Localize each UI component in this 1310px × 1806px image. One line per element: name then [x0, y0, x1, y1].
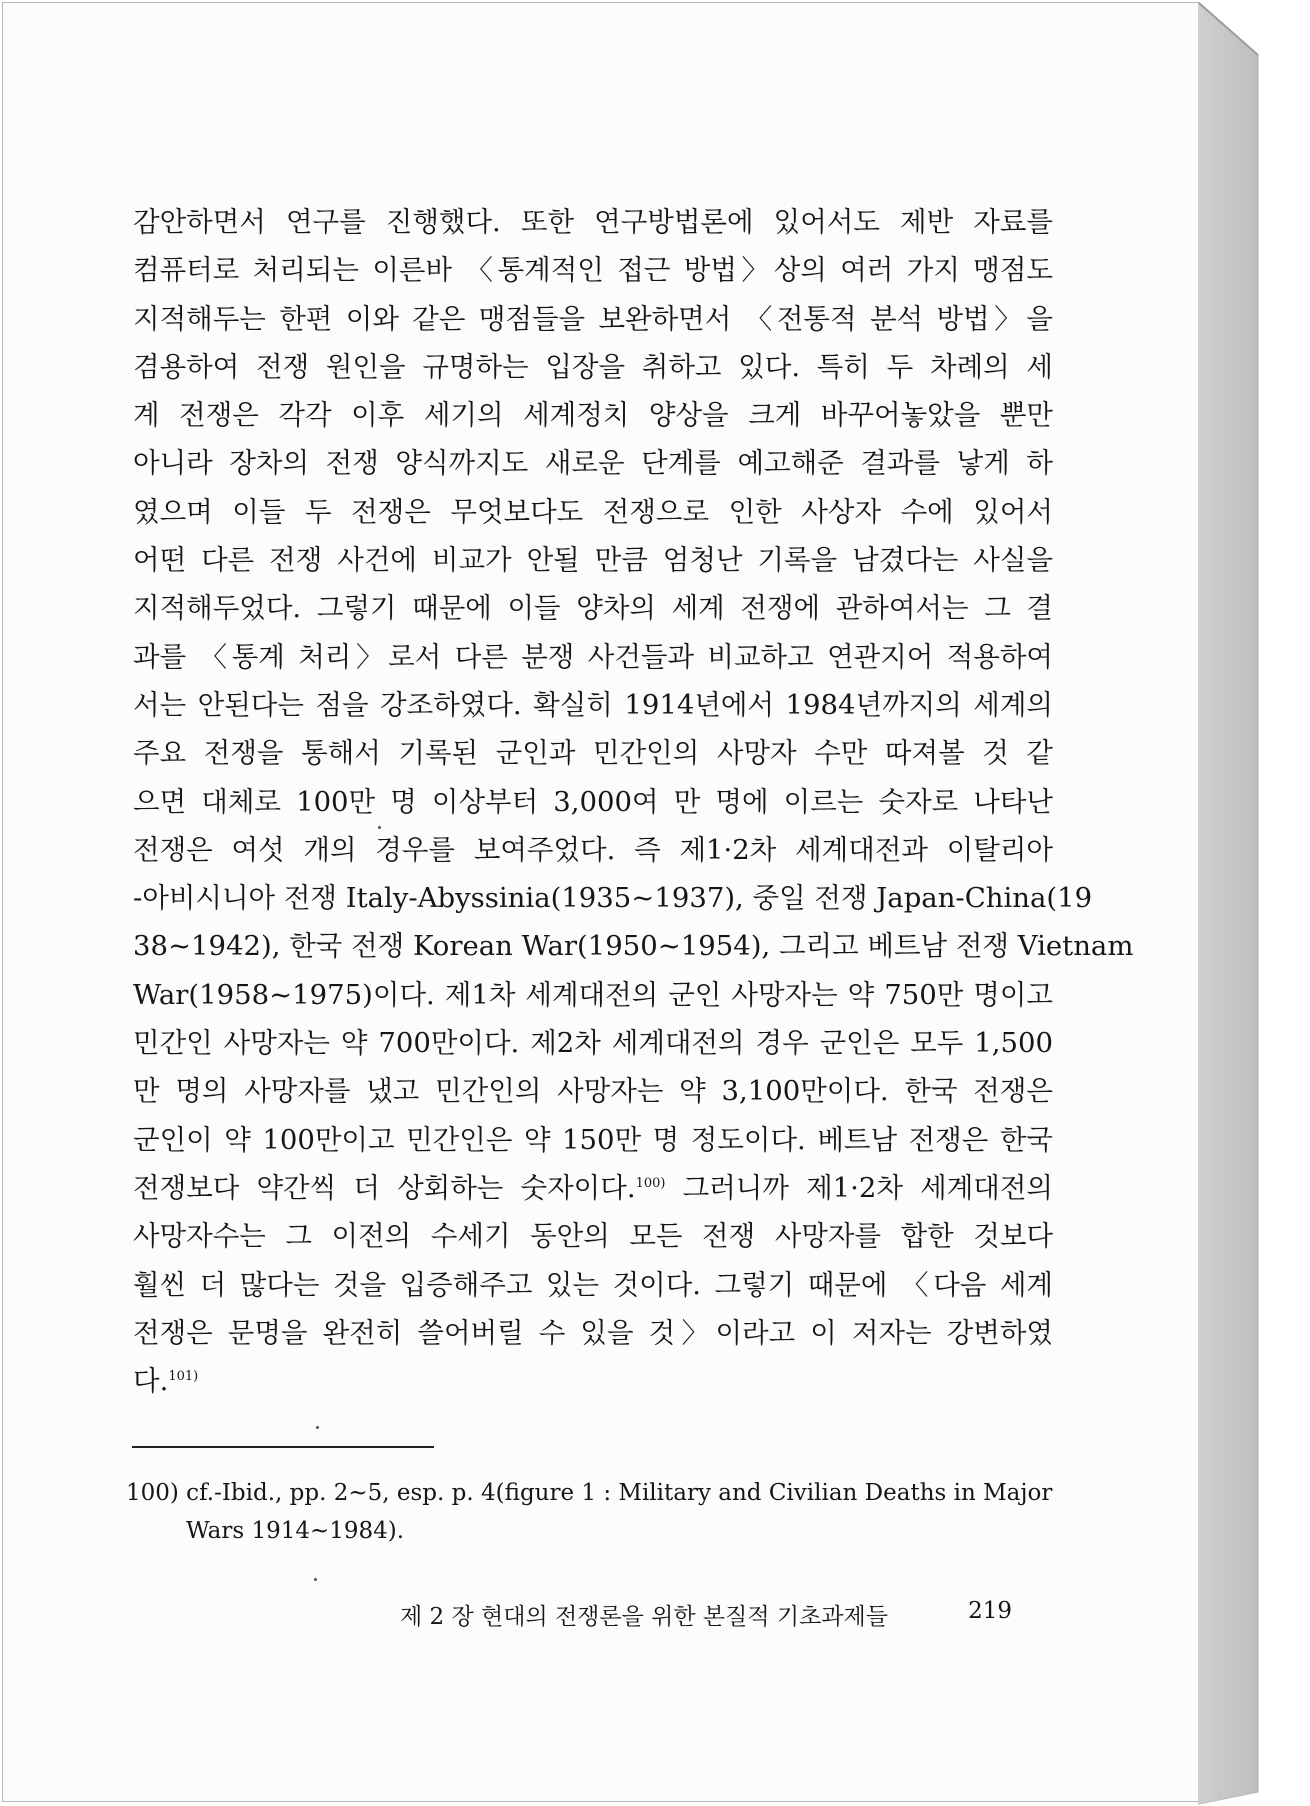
footnote-separator	[132, 1446, 434, 1448]
body-line: 컴퓨터로 처리되는 이른바 〈통계적인 접근 방법〉상의 여러 가지 맹점도	[133, 254, 1053, 287]
body-text	[133, 198, 1134, 1405]
footnote-100	[126, 1474, 1053, 1550]
body-line: 훨씬 더 많다는 것을 입증해주고 있는 것이다. 그렇기 때문에 〈다음 세계	[133, 1268, 1053, 1301]
footnote-line: 100) cf.-Ibid., pp. 2~5, esp. p. 4(figure 1 : Military and Civilian Deaths in Major	[126, 1480, 1053, 1506]
body-line-text: 전쟁보다 약간씩 더 상회하는 숫자이다.	[133, 1171, 636, 1204]
body-line: 민간인 사망자는 약 700만이다. 제2차 세계대전의 경우 군인은 모두 1,500	[133, 1027, 1053, 1060]
scan-speck	[316, 1426, 319, 1429]
body-line: 군인이 약 100만이고 민간인은 약 150만 명 정도이다. 베트남 전쟁은 한국	[133, 1123, 1053, 1156]
body-line: 으면 대체로 100만 명 이상부터 3,000여 만 명에 이르는 숫자로 나타난	[133, 785, 1053, 818]
body-line: 주요 전쟁을 통해서 기록된 군인과 민간인의 사망자 수만 따져볼 것 같	[133, 737, 1053, 770]
footnote-ref-100[interactable]: 100)	[635, 1175, 666, 1191]
body-line: 만 명의 사망자를 냈고 민간인의 사망자는 약 3,100만이다. 한국 전쟁은	[133, 1075, 1053, 1108]
body-line: 전쟁은 문명을 완전히 쓸어버릴 수 있을 것〉이라고 이 저자는 강변하였	[133, 1316, 1053, 1349]
spine-side	[1199, 3, 1258, 1804]
body-line: War(1958~1975)이다. 제1차 세계대전의 군인 사망자는 약 750만 명이고	[133, 978, 1053, 1011]
body-line: 어떤 다른 전쟁 사건에 비교가 안될 만큼 엄청난 기록을 남겼다는 사실을	[133, 544, 1053, 577]
body-line: 감안하면서 연구를 진행했다. 또한 연구방법론에 있어서도 제반 자료를	[133, 206, 1053, 238]
running-footer	[400, 1598, 1012, 1631]
body-line: 사망자수는 그 이전의 수세기 동안의 모든 전쟁 사망자를 합한 것보다	[133, 1220, 1053, 1253]
body-line: 서는 안된다는 점을 강조하였다. 확실히 1914년에서 1984년까지의 세계의	[133, 688, 1053, 721]
body-line: 38~1942), 한국 전쟁 Korean War(1950~1954), 그리고 베트남 전쟁 Vietnam	[133, 930, 1134, 963]
body-line: 계 전쟁은 각각 이후 세기의 세계정치 양상을 크게 바꾸어놓았을 뿐만	[133, 399, 1053, 432]
body-line-text: 그러니까 제1·2차 세계대전의	[665, 1171, 1053, 1204]
body-line-with-footnote-ref	[133, 1164, 1053, 1212]
body-line: 아니라 장차의 전쟁 양식까지도 새로운 단계를 예고해준 결과를 낳게 하	[133, 447, 1053, 480]
scan-speck	[378, 826, 381, 829]
body-line: 였으며 이들 두 전쟁은 무엇보다도 전쟁으로 인한 사상자 수에 있어서	[133, 495, 1053, 528]
body-line: 전쟁은 여섯 개의 경우를 보여주었다. 즉 제1·2차 세계대전과 이탈리아	[133, 833, 1053, 866]
footnote-ref-101[interactable]: 101)	[168, 1368, 199, 1384]
spine-top-bevel	[1199, 3, 1258, 1804]
page-number: 219	[968, 1598, 1012, 1624]
body-line: 지적해두었다. 그렇기 때문에 이들 양차의 세계 전쟁에 관하여서는 그 결	[133, 592, 1053, 625]
chapter-title: 제 2 장 현대의 전쟁론을 위한 본질적 기초과제들	[400, 1604, 888, 1630]
body-line: 지적해두는 한편 이와 같은 맹점들을 보완하면서 〈전통적 분석 방법〉을	[133, 302, 1053, 335]
body-line: 겸용하여 전쟁 원인을 규명하는 입장을 취하고 있다. 특히 두 차례의 세	[133, 350, 1053, 383]
scan-speck	[314, 1578, 317, 1581]
body-line: 과를 〈통계 처리〉로서 다른 분쟁 사건들과 비교하고 연관지어 적용하여	[133, 640, 1053, 673]
body-line-final	[133, 1357, 1053, 1405]
body-line-text: 다.	[133, 1365, 169, 1398]
footnote-line: Wars 1914~1984).	[186, 1518, 405, 1544]
body-line: -아비시니아 전쟁 Italy-Abyssinia(1935~1937), 중일 전쟁 Japan-China(19	[133, 882, 1093, 915]
